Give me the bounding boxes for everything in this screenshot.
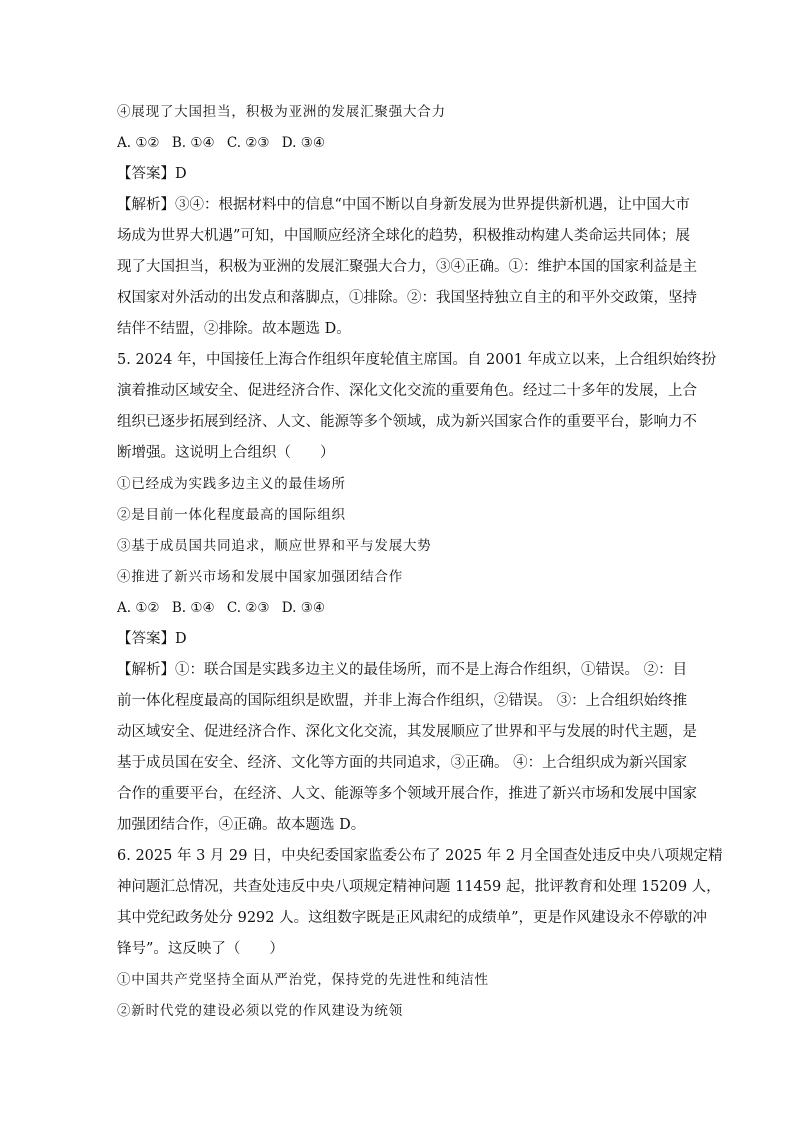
q5-option-1: ①已经成为实践多边主义的最佳场所 bbox=[117, 476, 346, 492]
q4-analysis bbox=[117, 190, 697, 345]
page-content bbox=[117, 97, 723, 1027]
q5-choice-d: D. ③④ bbox=[281, 600, 325, 616]
q5-stem-line: 断增强。这说明上合组织（ ） bbox=[117, 445, 335, 461]
q5-choice-c: C. ②③ bbox=[226, 600, 270, 616]
q5-stem-line: 5. 2024 年，中国接任上海合作组织年度轮值主席国。自 2001 年成立以来，上合组织始终扮 bbox=[117, 352, 717, 368]
q4-analysis-line: 现了大国担当，积极为亚洲的发展汇聚强大合力，③④正确。①：维护本国的国家利益是主 bbox=[117, 259, 697, 275]
q6-stem bbox=[117, 841, 723, 965]
q4-analysis-line: 【解析】③④：根据材料中的信息“中国不断以自身新发展为世界提供新机遇，让中国大市 bbox=[117, 197, 690, 213]
q6-stem-line: 锋号”。这反映了（ ） bbox=[117, 941, 284, 957]
q5-stem-line: 组织已逐步拓展到经济、人文、能源等多个领域，成为新兴国家合作的重要平台，影响力不 bbox=[117, 414, 697, 430]
q4-analysis-line: 结伴不结盟，②排除。故本题选 D。 bbox=[117, 321, 351, 337]
q5-stem-line: 演着推动区域安全、促进经济合作、深化文化交流的重要角色。经过二十多年的发展，上合 bbox=[117, 383, 697, 399]
q5-analysis-line: 合作的重要平台，在经济、人文、能源等多个领域开展合作，推进了新兴市场和发展中国家 bbox=[117, 786, 697, 802]
q5-analysis-line: 前一体化程度最高的国际组织是欧盟，并非上海合作组织，②错误。 ③：上合组织始终推 bbox=[117, 693, 688, 709]
q4-choice-b: B. ①④ bbox=[171, 135, 215, 151]
q4-analysis-line: 权国家对外活动的出发点和落脚点，①排除。②：我国坚持独立自主的和平外交政策，坚持 bbox=[117, 290, 697, 306]
q5-stem bbox=[117, 345, 717, 469]
q5-option-4: ④推进了新兴市场和发展中国家加强团结合作 bbox=[117, 569, 403, 585]
q4-choice-d: D. ③④ bbox=[281, 135, 325, 151]
q5-analysis-line: 动区域安全、促进经济合作、深化文化交流，其发展顺应了世界和平与发展的时代主题，是 bbox=[117, 724, 697, 740]
q4-answer: 【答案】D bbox=[117, 166, 187, 182]
q5-choices bbox=[117, 593, 687, 624]
q6-stem-line: 其中党纪政务处分 9292 人。这组数字既是正风肃纪的成绩单”，更是作风建设永不停歇的冲 bbox=[117, 910, 708, 926]
q4-choices bbox=[117, 128, 687, 159]
q5-option-2: ②是目前一体化程度最高的国际组织 bbox=[117, 507, 346, 523]
q5-analysis-line: 【解析】①：联合国是实践多边主义的最佳场所，而不是上海合作组织，①错误。 ②：目 bbox=[117, 662, 688, 678]
q4-analysis-line: 场成为世界大机遇”可知，中国顺应经济全球化的趋势，积极推动构建人类命运共同体；展 bbox=[117, 228, 690, 244]
q5-answer: 【答案】D bbox=[117, 631, 187, 647]
q5-analysis bbox=[117, 655, 697, 841]
q6-stem-line: 6. 2025 年 3 月 29 日，中央纪委国家监委公布了 2025 年 2 月全国查处违反中央八项规定精 bbox=[117, 848, 723, 864]
q5-analysis-line: 加强团结合作，④正确。故本题选 D。 bbox=[117, 817, 366, 833]
q6-option-2: ②新时代党的建设必须以党的作风建设为统领 bbox=[117, 1003, 403, 1019]
q6-option-1: ①中国共产党坚持全面从严治党，保持党的先进性和纯洁性 bbox=[117, 972, 489, 988]
q5-analysis-line: 基于成员国在安全、经济、文化等方面的共同追求，③正确。 ④：上合组织成为新兴国家 bbox=[117, 755, 688, 771]
q5-choice-b: B. ①④ bbox=[171, 600, 215, 616]
q6-stem-line: 神问题汇总情况，共查处违反中央八项规定精神问题 11459 起，批评教育和处理 15209 人， bbox=[117, 879, 721, 895]
q4-option-4: ④展现了大国担当，积极为亚洲的发展汇聚强大合力 bbox=[117, 104, 446, 120]
q4-choice-a: A. ①② bbox=[117, 135, 160, 151]
q4-choice-c: C. ②③ bbox=[226, 135, 270, 151]
q5-option-3: ③基于成员国共同追求，顺应世界和平与发展大势 bbox=[117, 538, 432, 554]
q5-choice-a: A. ①② bbox=[117, 600, 160, 616]
